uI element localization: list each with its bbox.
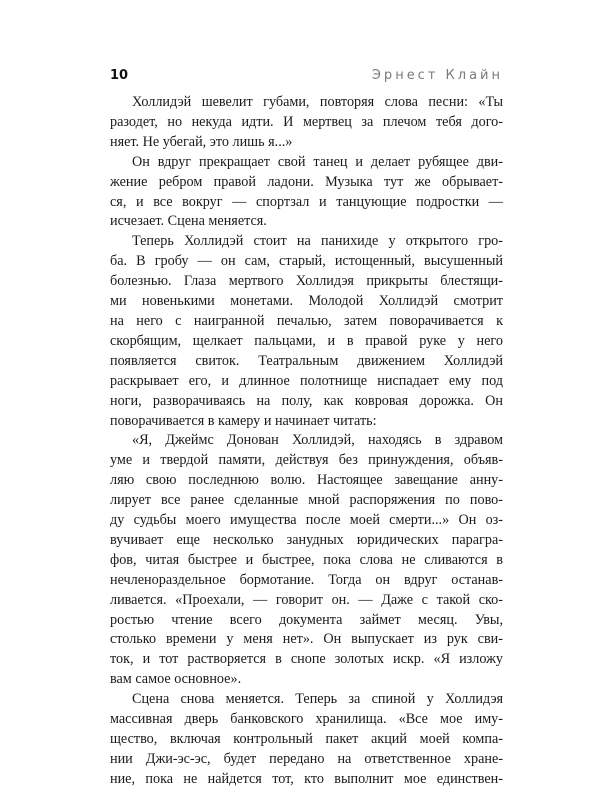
text-line: лирует все ранее сделанные мной распоряжения по пово-	[110, 492, 503, 509]
text-line: щество, включая контрольный пакет акций моей компа-	[110, 731, 503, 747]
text-line: ся, и все вокруг — спортзал и танцующие подростки —	[110, 193, 503, 210]
text-line: нии Джи-эс-эс, будет передано на ответственное хране-	[110, 750, 503, 767]
text-line: вам самое основное».	[110, 671, 242, 688]
text-line: скорбящим, щелкает пальцами, и в правой руке у него	[110, 332, 503, 349]
text-line: «Я, Джеймс Донован Холлидэй, находясь в здравом	[132, 432, 503, 449]
running-head	[110, 66, 503, 88]
paragraph	[110, 93, 503, 153]
text-line: ба. В гробу — он сам, старый, истощенный, высушенный	[110, 253, 503, 270]
text-line: разодет, но некуда идти. И мертвец за плечом тебя дого-	[110, 113, 503, 130]
text-line: исчезает. Сцена меняется.	[110, 213, 267, 230]
paragraph	[110, 690, 503, 790]
paragraph	[110, 153, 503, 233]
text-line: уме и твердой памяти, действуя без принуждения, объяв-	[110, 452, 503, 469]
text-line: нечленораздельное бормотание. Тогда он вдруг останав-	[110, 571, 503, 588]
page-number: 10	[110, 68, 129, 83]
text-line: вучивает еще несколько занудных юридических парагра-	[110, 531, 503, 548]
text-line: ми новенькими монетами. Молодой Холлидэй смотрит	[110, 293, 503, 310]
text-line: фов, читая быстрее и быстрее, пока слова не сливаются в	[110, 551, 503, 568]
text-line: столько времени у меня нет». Он выпускает из рук сви-	[110, 631, 503, 648]
running-head-author: Эрнест Клайн	[371, 68, 503, 83]
text-line: поворачивается в камеру и начинает читать:	[110, 412, 377, 429]
text-line: Теперь Холлидэй стоит на панихиде у открытого гро-	[132, 233, 503, 250]
text-line: ду судьбы моего имущества после моей смерти...» Он оз-	[110, 512, 503, 529]
text-line: ляю свою последнюю волю. Настоящее завещание анну-	[110, 472, 503, 489]
text-line: ноги, разворачиваясь на полу, как ковровая дорожка. Он	[110, 392, 503, 409]
text-line: Сцена снова меняется. Теперь за спиной у Холлидэя	[132, 691, 503, 708]
text-line: Он вдруг прекращает свой танец и делает рубящее дви-	[132, 153, 503, 170]
text-line: ростью чтение всего документа займет месяц. Увы,	[110, 611, 503, 628]
text-line: Холлидэй шевелит губами, повторяя слова песни: «Ты	[132, 94, 503, 110]
paragraph	[110, 232, 503, 431]
text-line: няет. Не убегай, это лишь я...»	[110, 133, 293, 150]
text-line: ток, и тот растворяется в снопе золотых искр. «Я изложу	[110, 651, 503, 668]
text-line: болезнью. Глаза мертвого Холлидэя прикрыты блестящи-	[110, 273, 503, 290]
text-line: раскрывает его, и длинное полотнище ниспадает ему под	[110, 372, 503, 389]
text-line: массивная дверь банковского хранилища. «Все мое иму-	[110, 711, 503, 728]
body-text	[110, 93, 503, 790]
text-line: ливается. «Проехали, — говорит он. — Даже с такой ско-	[110, 591, 503, 608]
text-line: появляется свиток. Театральным движением Холлидэй	[110, 352, 503, 369]
paragraph	[110, 431, 503, 690]
text-line: жение ребром правой ладони. Музыка тут же обрывает-	[110, 173, 503, 190]
text-line: ние, пока не найдется тот, кто выполнит мое единствен-	[110, 770, 503, 787]
text-line: на него с наигранной печалью, затем поворачивается к	[110, 312, 503, 329]
